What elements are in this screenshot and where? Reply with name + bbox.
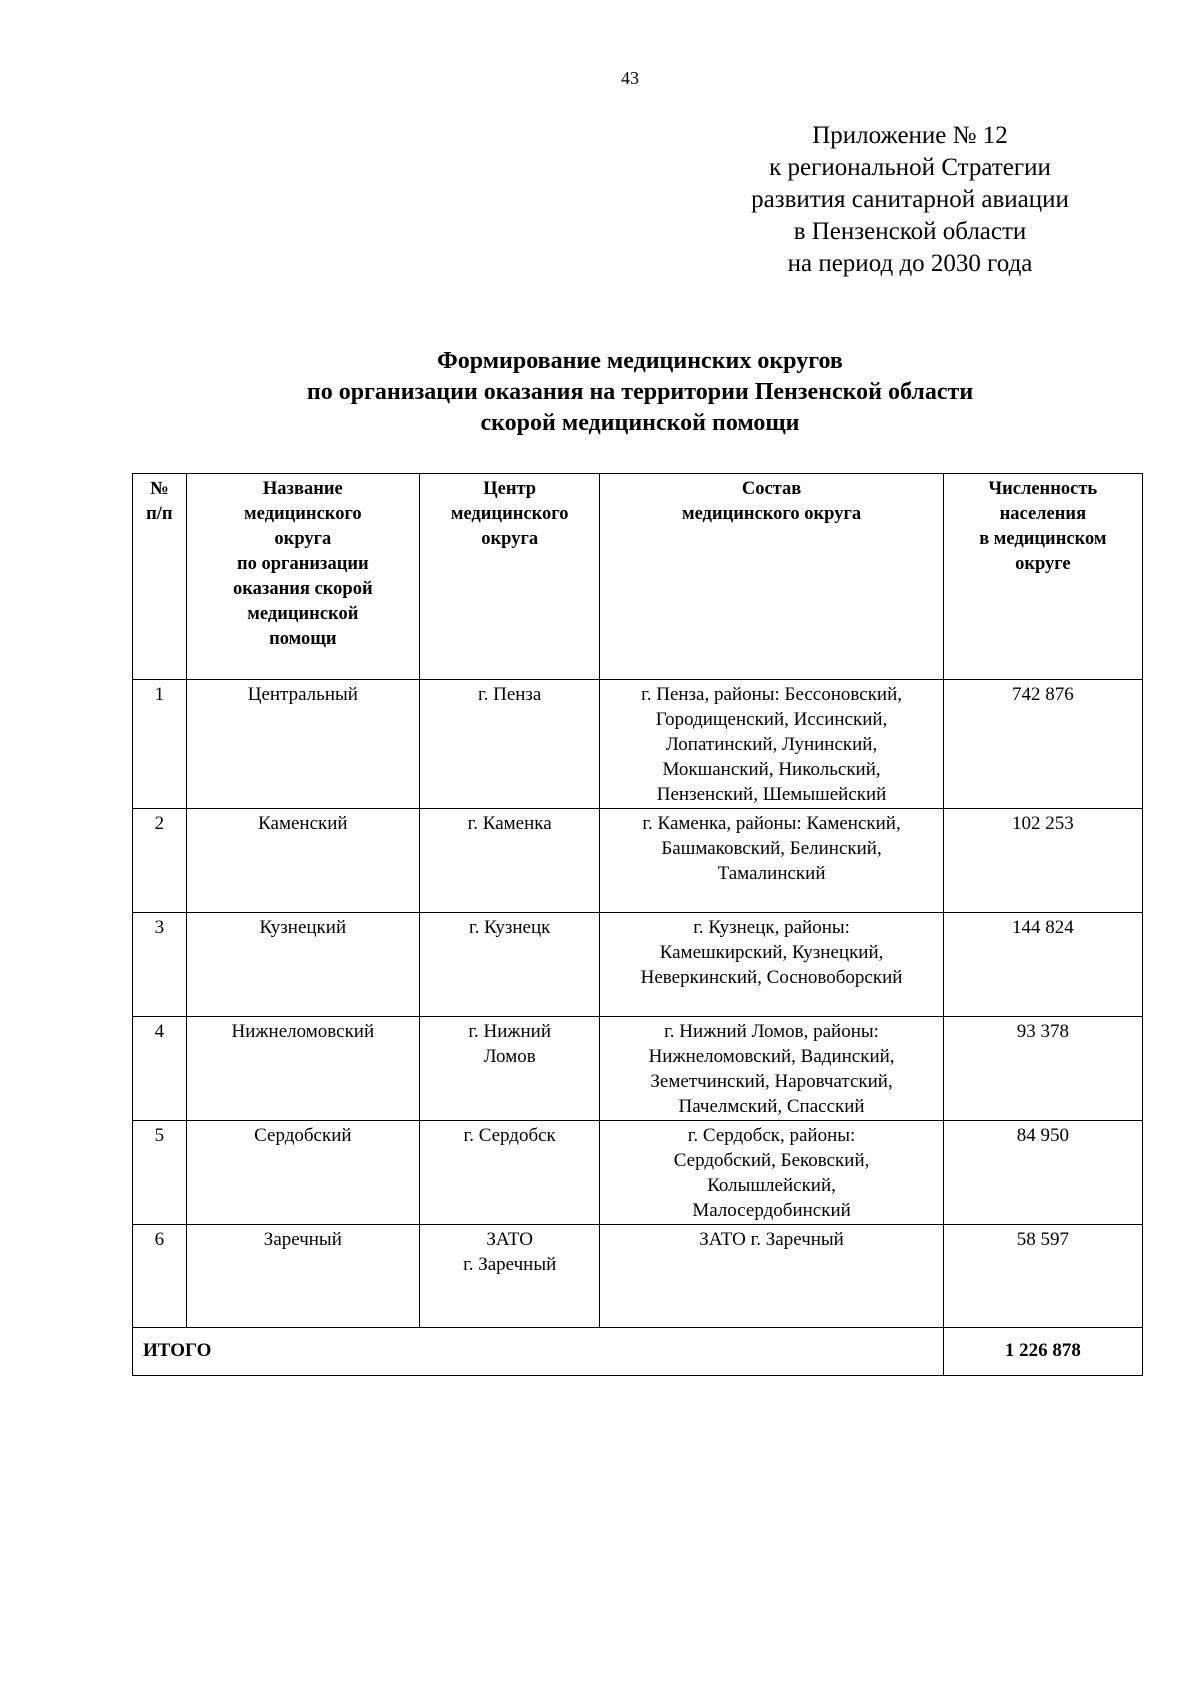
header-line: Состав	[741, 479, 802, 499]
cell-line: ЗАТО г. Заречный	[699, 1229, 844, 1250]
table-row	[133, 1017, 1143, 1121]
header-line: округе	[1015, 554, 1071, 574]
header-line: округа	[274, 529, 332, 549]
cell-center	[419, 913, 599, 1017]
cell-population: 742 876	[943, 680, 1142, 809]
document-title	[120, 346, 1160, 439]
header-line: округа	[481, 529, 539, 549]
cell-line: Сердобский, Бековский,	[673, 1150, 870, 1171]
total-row	[133, 1328, 1143, 1376]
cell-line: Неверкинский, Сосновоборский	[640, 967, 903, 988]
header-line: Численность	[988, 479, 1098, 499]
table-row	[133, 680, 1143, 809]
header-num	[133, 474, 187, 680]
table-row	[133, 1225, 1143, 1328]
header-line: Название	[262, 479, 343, 499]
cell-line: г. Заречный	[463, 1254, 557, 1275]
cell-center	[419, 1017, 599, 1121]
header-line: медицинской	[247, 604, 359, 624]
table-row	[133, 913, 1143, 1017]
cell-line: г. Сердобск, районы:	[687, 1125, 856, 1146]
header-line: медицинского	[244, 504, 362, 524]
cell-line: Камешкирский, Кузнецкий,	[659, 942, 884, 963]
cell-line: ЗАТО	[486, 1229, 533, 1250]
total-value: 1 226 878	[943, 1328, 1142, 1376]
header-line: п/п	[146, 504, 173, 524]
cell-composition	[600, 913, 943, 1017]
cell-line: г. Нижний	[468, 1021, 551, 1042]
cell-line: Малосердобинский	[692, 1200, 851, 1221]
cell-center	[419, 809, 599, 913]
cell-line: Пачелмский, Спасский	[678, 1096, 865, 1117]
cell-line: г. Пенза, районы: Бессоновский,	[641, 684, 903, 705]
cell-name: Кузнецкий	[186, 913, 419, 1017]
cell-line: Пензенский, Шемышейский	[656, 784, 887, 805]
cell-line: Мокшанский, Никольский,	[662, 759, 881, 780]
cell-line: Городищенский, Иссинский,	[655, 709, 888, 730]
cell-composition	[600, 1017, 943, 1121]
cell-name: Каменский	[186, 809, 419, 913]
appendix-line: на период до 2030 года	[787, 250, 1033, 277]
cell-composition	[600, 680, 943, 809]
total-label: ИТОГО	[133, 1328, 944, 1376]
cell-line: Колышлейский,	[707, 1175, 836, 1196]
title-line: Формирование медицинских округов	[437, 348, 843, 374]
cell-population: 144 824	[943, 913, 1142, 1017]
cell-line: г. Нижний Ломов, районы:	[664, 1021, 879, 1042]
cell-name: Центральный	[186, 680, 419, 809]
header-line: №	[150, 479, 169, 499]
cell-center	[419, 1121, 599, 1225]
header-name	[186, 474, 419, 680]
cell-population: 93 378	[943, 1017, 1142, 1121]
cell-population: 102 253	[943, 809, 1142, 913]
header-line: оказания скорой	[233, 579, 373, 599]
cell-name: Сердобский	[186, 1121, 419, 1225]
cell-population: 84 950	[943, 1121, 1142, 1225]
appendix-line: в Пензенской области	[793, 218, 1027, 245]
page-number: 43	[621, 68, 639, 88]
cell-line: Земетчинский, Наровчатский,	[650, 1071, 893, 1092]
cell-line: г. Каменка	[467, 813, 552, 834]
cell-line: Лопатинский, Лунинский,	[665, 734, 878, 755]
cell-num: 5	[133, 1121, 187, 1225]
appendix-line: Приложение № 12	[812, 122, 1008, 149]
districts-table	[132, 473, 1143, 1376]
cell-center	[419, 1225, 599, 1328]
appendix-line: к региональной Стратегии	[769, 154, 1051, 181]
header-composition	[600, 474, 943, 680]
header-line: по организации	[236, 554, 369, 574]
header-line: медицинского округа	[681, 504, 862, 524]
cell-num: 4	[133, 1017, 187, 1121]
header-population	[943, 474, 1142, 680]
cell-num: 6	[133, 1225, 187, 1328]
appendix-line: развития санитарной авиации	[751, 186, 1069, 213]
title-line: по организации оказания на территории Пензенской области	[306, 379, 974, 405]
cell-line: Ломов	[483, 1046, 536, 1067]
cell-num: 3	[133, 913, 187, 1017]
cell-line: Нижнеломовский, Вадинский,	[648, 1046, 895, 1067]
header-line: медицинского	[450, 504, 569, 524]
header-center	[419, 474, 599, 680]
cell-line: Тамалинский	[717, 863, 826, 884]
cell-center	[419, 680, 599, 809]
cell-population: 58 597	[943, 1225, 1142, 1328]
table-row	[133, 809, 1143, 913]
cell-composition	[600, 1225, 943, 1328]
header-line: в медицинском	[979, 529, 1107, 549]
cell-line: г. Пенза	[477, 684, 542, 705]
cell-composition	[600, 1121, 943, 1225]
header-line: Центр	[483, 479, 537, 499]
header-line: населения	[999, 504, 1087, 524]
cell-line: г. Сердобск	[463, 1125, 556, 1146]
appendix-header	[700, 120, 1120, 280]
table-row	[133, 1121, 1143, 1225]
table-header-row	[133, 474, 1143, 680]
cell-line: г. Кузнецк, районы:	[693, 917, 850, 938]
cell-line: г. Каменка, районы: Каменский,	[642, 813, 901, 834]
header-line: помощи	[269, 629, 337, 649]
title-line: скорой медицинской помощи	[480, 410, 800, 436]
cell-line: Башмаковский, Белинский,	[661, 838, 882, 859]
cell-line: г. Кузнецк	[468, 917, 551, 938]
cell-composition	[600, 809, 943, 913]
cell-name: Нижнеломовский	[186, 1017, 419, 1121]
cell-name: Заречный	[186, 1225, 419, 1328]
cell-num: 1	[133, 680, 187, 809]
cell-num: 2	[133, 809, 187, 913]
